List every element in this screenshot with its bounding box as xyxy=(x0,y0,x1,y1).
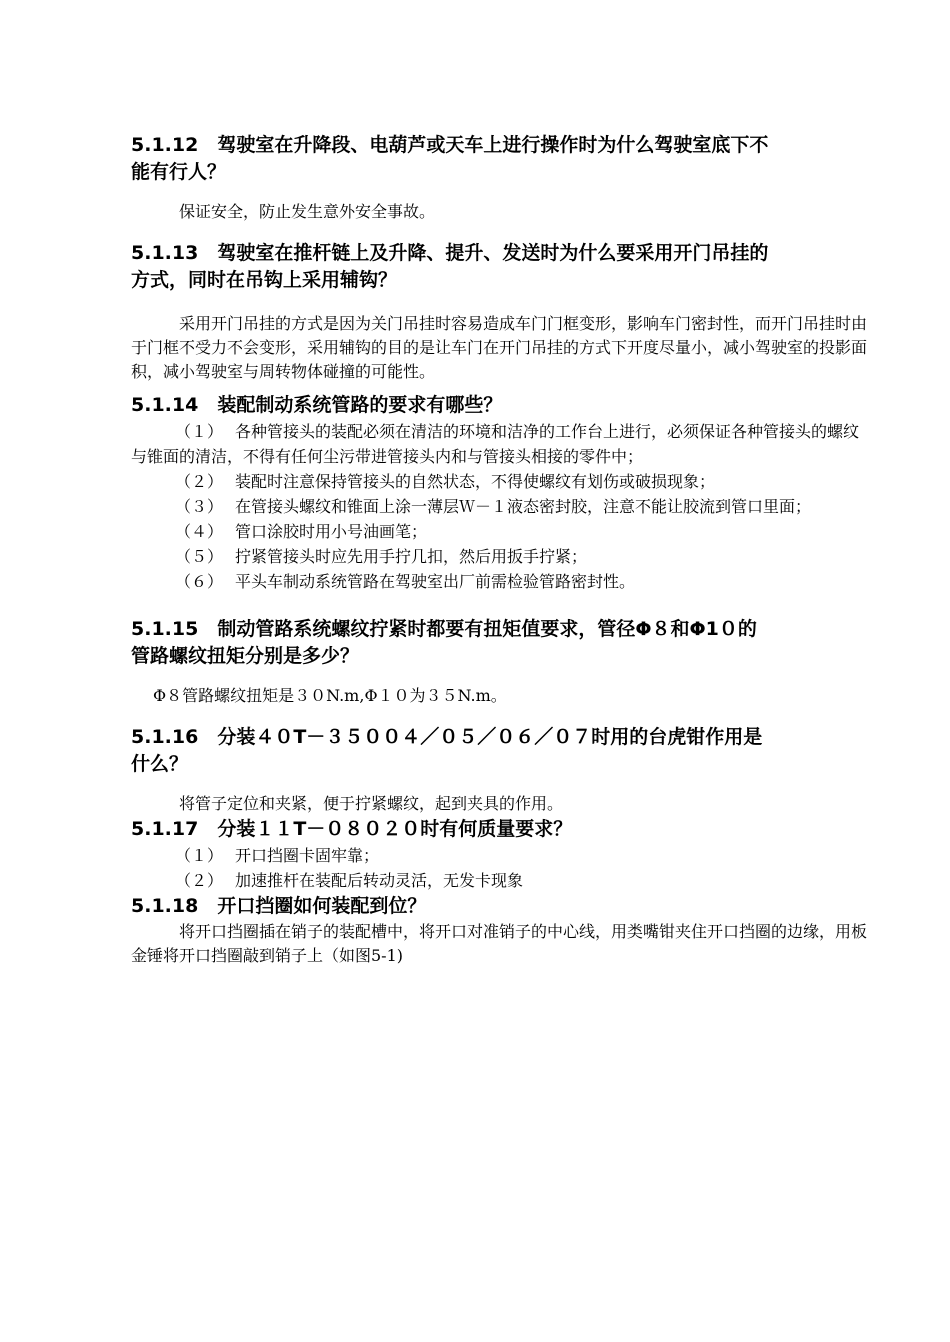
section-body: 将开口挡圈插在销子的装配槽中，将开口对准销子的中心线，用类嘴钳夹住开口挡圈的边缘，用板金锤将开口挡圈敲到销子上（如图5-1) xyxy=(131,922,868,965)
section-5-1-12 xyxy=(131,132,871,224)
section-heading: 5.1.13 驾驶室在推杆链上及升降、提升、发送时为什么要采用开门吊挂的 方式，同时在吊钩上采用辅钩？ xyxy=(131,242,769,291)
document-page xyxy=(131,132,871,968)
section-5-1-17 xyxy=(131,816,871,893)
list-item: （２） 加速推杆在装配后转动灵活，无发卡现象 xyxy=(175,871,524,890)
section-5-1-16 xyxy=(131,724,871,816)
section-heading: 5.1.14 装配制动系统管路的要求有哪些？ xyxy=(131,394,503,416)
section-heading: 5.1.15 制动管路系统螺纹拧紧时都要有扭矩值要求，管径Φ８和Φ1０的 管路螺纹扭矩分别是多少？ xyxy=(131,618,757,667)
section-5-1-14 xyxy=(131,392,871,594)
list-item: （５） 拧紧管接头时应先用手拧几扣，然后用扳手拧紧； xyxy=(175,547,588,566)
list-item: （１） 开口挡圈卡固牢靠； xyxy=(175,846,380,865)
section-5-1-13 xyxy=(131,240,871,384)
section-body: 保证安全，防止发生意外安全事故。 xyxy=(179,202,436,221)
section-body: 将管子定位和夹紧，便于拧紧螺纹，起到夹具的作用。 xyxy=(179,794,564,813)
list-item: （２） 装配时注意保持管接头的自然状态，不得使螺纹有划伤或破损现象； xyxy=(175,472,716,491)
section-heading: 5.1.18 开口挡圈如何装配到位？ xyxy=(131,895,427,917)
list-item: （１） 各种管接头的装配必须在清洁的环境和洁净的工作台上进行，必须保证各种管接头的螺纹与锥面的清洁，不得有任何尘污带进管接头内和与管接头相接的零件中； xyxy=(131,422,860,466)
section-body: 采用开门吊挂的方式是因为关门吊挂时容易造成车门门框变形，影响车门密封性，而开门吊挂时由于门框不受力不会变形，采用辅钩的目的是让车门在开门吊挂的方式下开度尽量小，减小驾驶室的投影面积，减小驾驶室与周转物体碰撞的可能性。 xyxy=(131,314,868,381)
section-heading: 5.1.12 驾驶室在升降段、电葫芦或天车上进行操作时为什么驾驶室底下不 能有行人？ xyxy=(131,134,769,183)
list-item: （４） 管口涂胶时用小号油画笔； xyxy=(175,522,428,541)
section-body: Φ８管路螺纹扭矩是３０N.m,Φ１０为３５N.m。 xyxy=(153,686,507,705)
section-5-1-18 xyxy=(131,893,871,968)
section-heading: 5.1.16 分装４０T－３５００４／０５／０６／０７时用的台虎钳作用是 什么？ xyxy=(131,726,763,775)
section-heading: 5.1.17 分装１１T－０８０２０时有何质量要求？ xyxy=(131,818,573,840)
section-5-1-15 xyxy=(131,616,871,708)
list-item: （３） 在管接头螺纹和锥面上涂一薄层Ｗ－１液态密封胶，注意不能让胶流到管口里面； xyxy=(175,497,812,516)
list-item: （６） 平头车制动系统管路在驾驶室出厂前需检验管路密封性。 xyxy=(175,572,636,591)
